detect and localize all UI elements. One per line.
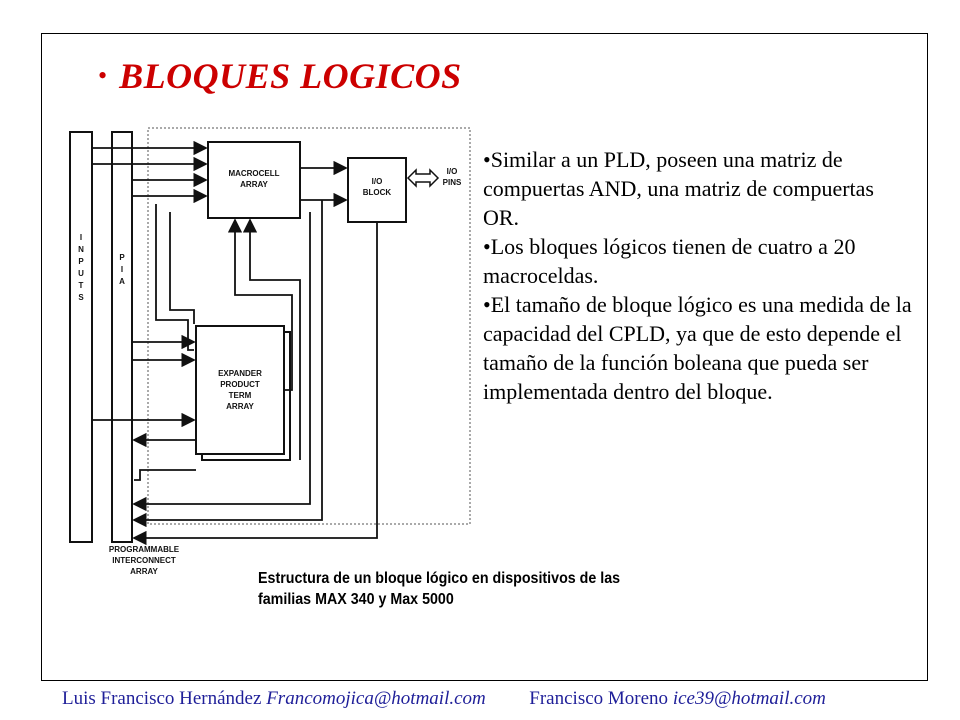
logic-block-diagram — [60, 120, 480, 580]
inputs-letter: I — [79, 233, 83, 242]
pia-caption: ARRAY — [130, 567, 158, 576]
inputs-letter: P — [78, 257, 84, 266]
io-pins-label: PINS — [442, 178, 462, 187]
io-pins-arrow — [408, 170, 438, 186]
pia-letter: A — [119, 277, 125, 286]
pia-caption: INTERCONNECT — [112, 556, 176, 565]
expander-label: TERM — [228, 391, 252, 400]
slide-title: BLOQUES LOGICOS — [119, 56, 462, 96]
title-bullet: • — [98, 61, 108, 90]
footer — [62, 688, 922, 710]
inputs-letter: T — [78, 281, 84, 290]
macrocell-label: ARRAY — [240, 180, 268, 189]
pia-caption: PROGRAMMABLE — [108, 545, 180, 554]
author-name: Francisco Moreno — [529, 688, 669, 709]
bullet-point: •Los bloques lógicos tienen de cuatro a 20 macroceldas. — [483, 234, 856, 288]
pia-letter: I — [120, 265, 124, 274]
bullet-point: •Similar a un PLD, poseen una matriz de compuertas AND, una matriz de compuertas OR. — [483, 147, 874, 230]
bullet-point: •El tamaño de bloque lógico es una medida de la capacidad del CPLD, ya que de esto depende el tamaño de la función boleana que pueda ser implementada dentro del bloque. — [483, 292, 912, 404]
inputs-letter: S — [78, 293, 84, 302]
io-block-label: BLOCK — [362, 188, 392, 197]
io-block-label: I/O — [371, 177, 383, 186]
io-pins-label: I/O — [446, 167, 458, 176]
bullet-points — [483, 145, 913, 406]
expander-label: EXPANDER — [218, 369, 262, 378]
pia-bus — [112, 132, 132, 542]
macrocell-label: MACROCELL — [228, 169, 280, 178]
author-email[interactable]: Francomojica@hotmail.com — [266, 688, 486, 709]
expander-label: PRODUCT — [220, 380, 260, 389]
author-email[interactable]: ice39@hotmail.com — [672, 688, 826, 709]
pia-letter: P — [119, 253, 125, 262]
inputs-bus — [70, 132, 92, 542]
caption-line: familias MAX 340 y Max 5000 — [258, 591, 454, 608]
expander-label: ARRAY — [226, 402, 254, 411]
inputs-letter: N — [78, 245, 84, 254]
author-name: Luis Francisco Hernández — [62, 688, 262, 709]
inputs-letter: U — [78, 269, 84, 278]
diagram-caption — [258, 568, 690, 610]
expander-box-front — [196, 326, 284, 454]
title-row — [98, 55, 462, 97]
caption-line: Estructura de un bloque lógico en dispositivos de las — [258, 570, 621, 587]
